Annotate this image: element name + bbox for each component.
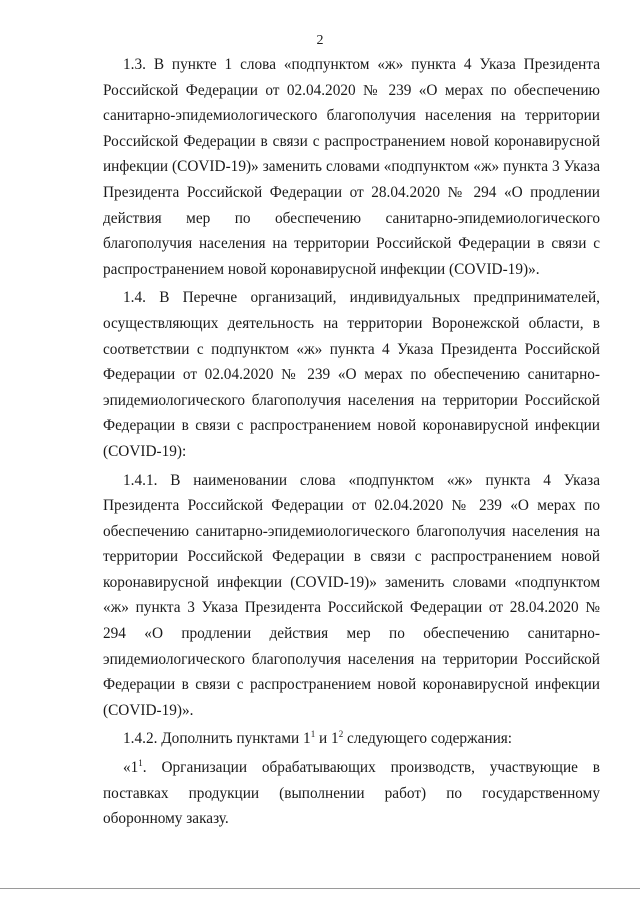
paragraph-1-4-2 [103,726,600,752]
superscript-1: 1 [310,729,316,740]
paragraph-1-4-2-tail: следующего содержания: [343,730,513,748]
superscript-2: 2 [338,729,344,740]
item-1-1-text: . Организации обрабатывающих производств, участвующие в поставках продукции (выполнении работ) по государственному оборонному заказу. [103,759,600,828]
paragraph-1-4-2-lead: 1.4.2. Дополнить пунктами 1 [123,730,311,748]
paragraph-1-3: 1.3. В пункте 1 слова «подпунктом «ж» пункта 4 Указа Президента Российской Федерации от 02.04.2020 № 239 «О мерах по обеспечению санитарно-эпидемиологического благополучия населения на территории Российской Федерации в связи с распространением новой коронавирусной инфекции (COVID-19)» заменить словами «подпунктом «ж» пункта 3 Указа Президента Российской Федерации от 28.04.2020 № 294 «О продлении действия мер по обеспечению санитарно-эпидемиологического благополучия населения на территории Российской Федерации в связи с распространением новой коронавирусной инфекции (COVID-19)». [103,56,600,278]
bottom-rule [0,888,640,889]
item-1-1-superscript: 1 [138,757,143,768]
page-number: 2 [316,33,324,48]
document-body [103,52,600,832]
paragraph-1-4-1: 1.4.1. В наименовании слова «подпунктом «ж» пункта 4 Указа Президента Российской Федерации от 02.04.2020 № 239 «О мерах по обеспечению санитарно-эпидемиологического благополучия населения на территории Российской Федерации в связи с распространением новой коронавирусной инфекции (COVID-19)» заменить словами «подпунктом «ж» пункта 3 Указа Президента Российской Федерации от 28.04.2020 № 294 «О продлении действия мер по обеспечению санитарно-эпидемиологического благополучия населения на территории Российской Федерации в связи с распространением новой коронавирусной инфекции (COVID-19)». [103,471,600,719]
item-1-1-lead: «1 [123,759,139,777]
paragraph-item-1-1 [103,755,600,832]
paragraph-1-4-2-mid: и 1 [315,730,339,748]
paragraph-1-4: 1.4. В Перечне организаций, индивидуальных предпринимателей, осуществляющих деятельность на территории Воронежской области, в соответствии с подпунктом «ж» пункта 4 Указа Президента Российской Федерации от 02.04.2020 № 239 «О мерах по обеспечению санитарно-эпидемиологического благополучия населения на территории Российской Федерации в связи с распространением новой коронавирусной инфекции (COVID-19): [103,289,600,460]
